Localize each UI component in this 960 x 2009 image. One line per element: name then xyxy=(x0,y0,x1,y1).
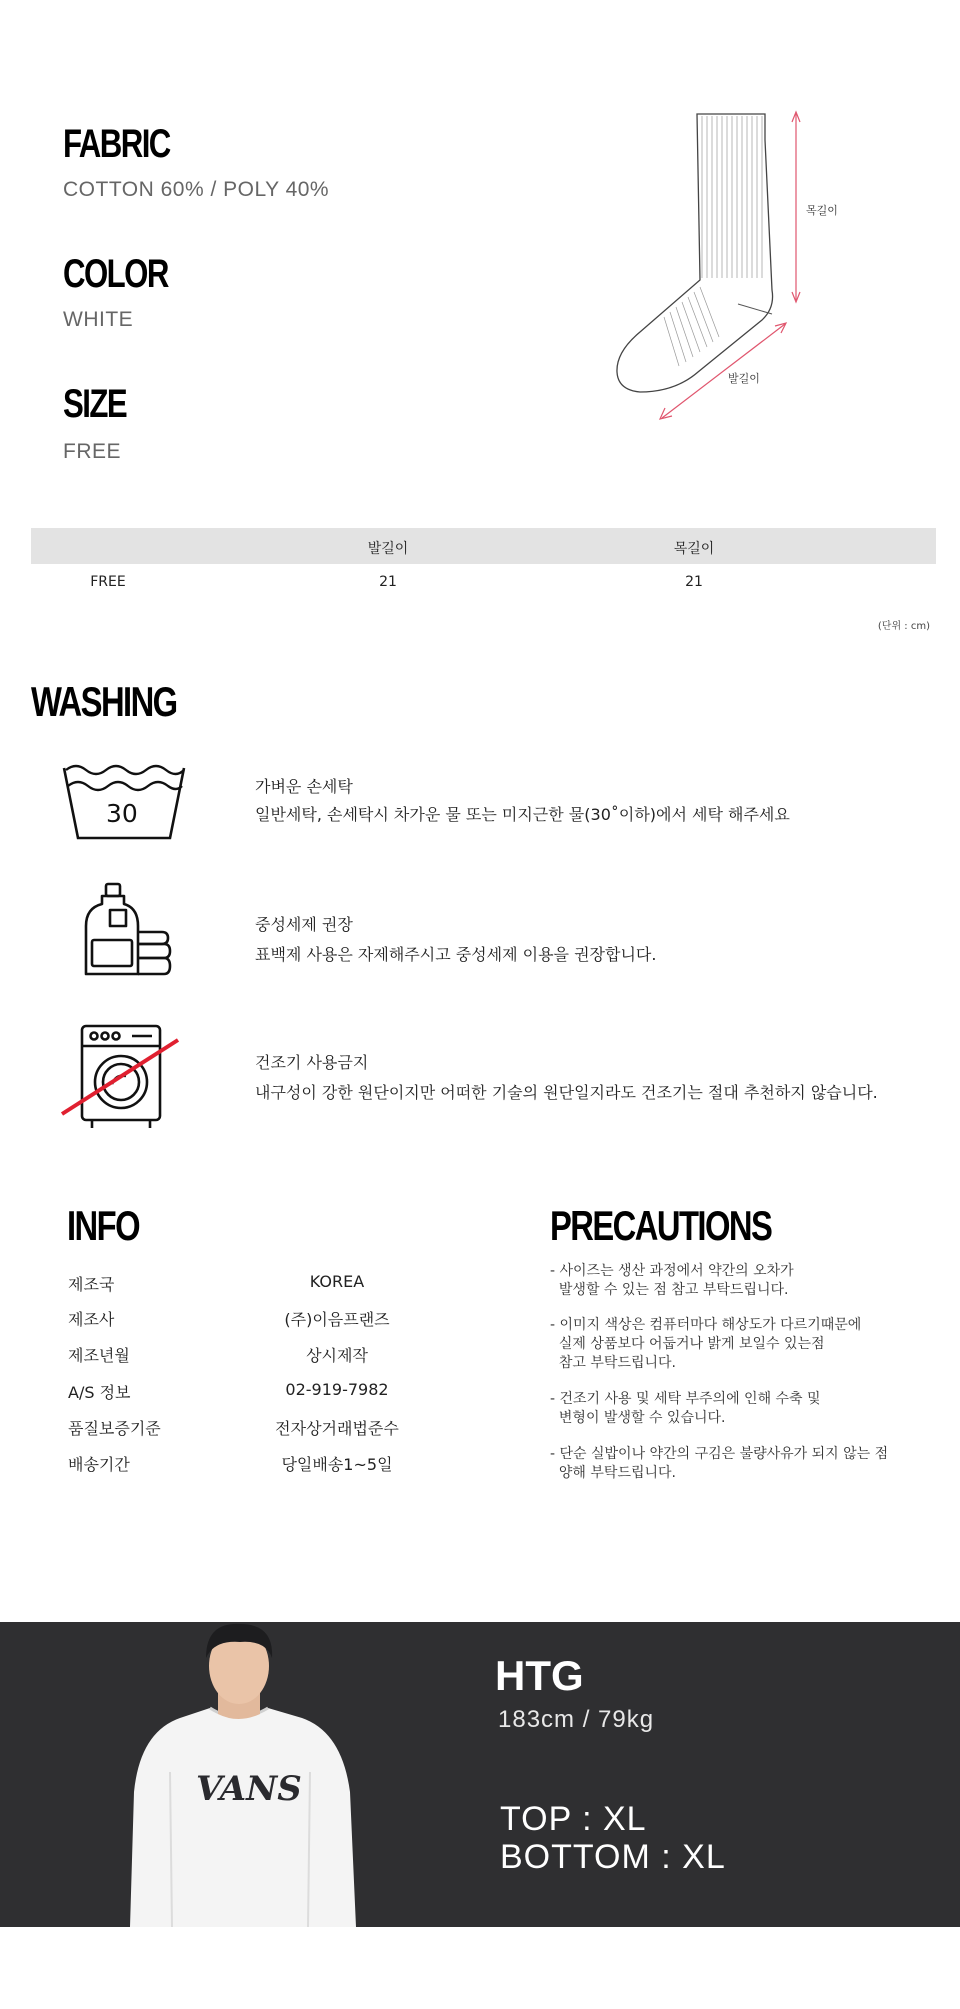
row-foot-length: 21 xyxy=(379,574,397,590)
precaution-item: - 단순 실밥이나 약간의 구김은 불량사유가 되지 않는 점 양해 부탁드립니다. xyxy=(550,1446,889,1481)
column-foot-length: 발길이 xyxy=(367,541,409,557)
washing-item-title: 건조기 사용금지 xyxy=(255,1053,369,1072)
foot-length-label: 발길이 xyxy=(728,372,760,385)
washing-item-desc: 표백제 사용은 자제해주시고 중성세제 이용을 권장합니다. xyxy=(255,945,657,964)
info-heading: INFO xyxy=(67,1202,140,1249)
model-height-weight: 183cm / 79kg xyxy=(498,1706,655,1733)
washing-item-desc: 내구성이 강한 원단이지만 어떠한 기술의 원단일지라도 건조기는 절대 추천하지 않습니다. xyxy=(255,1083,878,1102)
washing-heading: WASHING xyxy=(31,678,177,725)
sock-icon xyxy=(600,100,860,440)
neutral-detergent-icon xyxy=(80,880,172,980)
size-table xyxy=(31,528,936,600)
info-label: 제조년월 xyxy=(68,1346,130,1365)
table-row xyxy=(31,564,936,600)
washing-item-title: 가벼운 손세탁 xyxy=(255,777,353,796)
size-table-header xyxy=(31,528,936,564)
info-label: 배송기간 xyxy=(68,1455,130,1474)
fabric-value: COTTON 60% / POLY 40% xyxy=(63,178,330,201)
neck-length-label: 목길이 xyxy=(806,204,838,217)
sock-measurement-diagram xyxy=(600,100,860,440)
model-photo xyxy=(110,1622,370,1927)
info-label: 제조국 xyxy=(68,1275,115,1294)
model-bottom-size: BOTTOM : XL xyxy=(500,1838,726,1876)
size-heading: SIZE xyxy=(63,382,127,426)
info-value: KOREA xyxy=(309,1272,365,1291)
wash-temperature: 30 xyxy=(106,799,138,828)
info-value: 02-919-7982 xyxy=(285,1380,389,1399)
row-size: FREE xyxy=(90,574,126,590)
precaution-item: - 사이즈는 생산 과정에서 약간의 오차가 발생할 수 있는 점 참고 부탁드립니다. xyxy=(550,1263,794,1298)
info-value: 당일배송1~5일 xyxy=(281,1455,393,1474)
tshirt-print: VANS xyxy=(196,1769,302,1809)
row-neck-length: 21 xyxy=(685,574,703,590)
precaution-item: - 이미지 색상은 컴퓨터마다 해상도가 다르기때문에 실제 상품보다 어둡거나 밝게 보일수 있는점 참고 부탁드립니다. xyxy=(550,1317,862,1371)
fabric-heading: FABRIC xyxy=(63,122,170,166)
info-label: 제조사 xyxy=(68,1310,115,1329)
color-value: WHITE xyxy=(63,308,134,331)
washing-item-desc: 일반세탁, 손세탁시 차가운 물 또는 미지근한 물(30˚이하)에서 세탁 해주세요 xyxy=(255,805,790,824)
no-tumble-dry-icon xyxy=(58,1022,182,1132)
model-banner xyxy=(0,1622,960,1927)
model-name: HTG xyxy=(495,1652,584,1699)
info-label: A/S 정보 xyxy=(68,1383,131,1402)
color-heading: COLOR xyxy=(63,252,168,296)
size-value: FREE xyxy=(63,440,122,463)
washing-item-title: 중성세제 권장 xyxy=(255,915,353,934)
precautions-heading: PRECAUTIONS xyxy=(550,1202,772,1249)
precaution-item: - 건조기 사용 및 세탁 부주의에 인해 수축 및 변형이 발생할 수 있습니다. xyxy=(550,1391,821,1426)
info-value: 상시제작 xyxy=(306,1346,368,1365)
unit-note: (단위 : cm) xyxy=(877,621,930,632)
info-label: 품질보증기준 xyxy=(68,1419,161,1438)
column-neck-length: 목길이 xyxy=(673,541,715,557)
info-value: 전자상거래법준수 xyxy=(275,1419,399,1438)
hand-wash-30-icon xyxy=(60,762,188,842)
info-value: (주)이음프랜즈 xyxy=(284,1310,390,1329)
model-top-size: TOP : XL xyxy=(500,1800,647,1838)
